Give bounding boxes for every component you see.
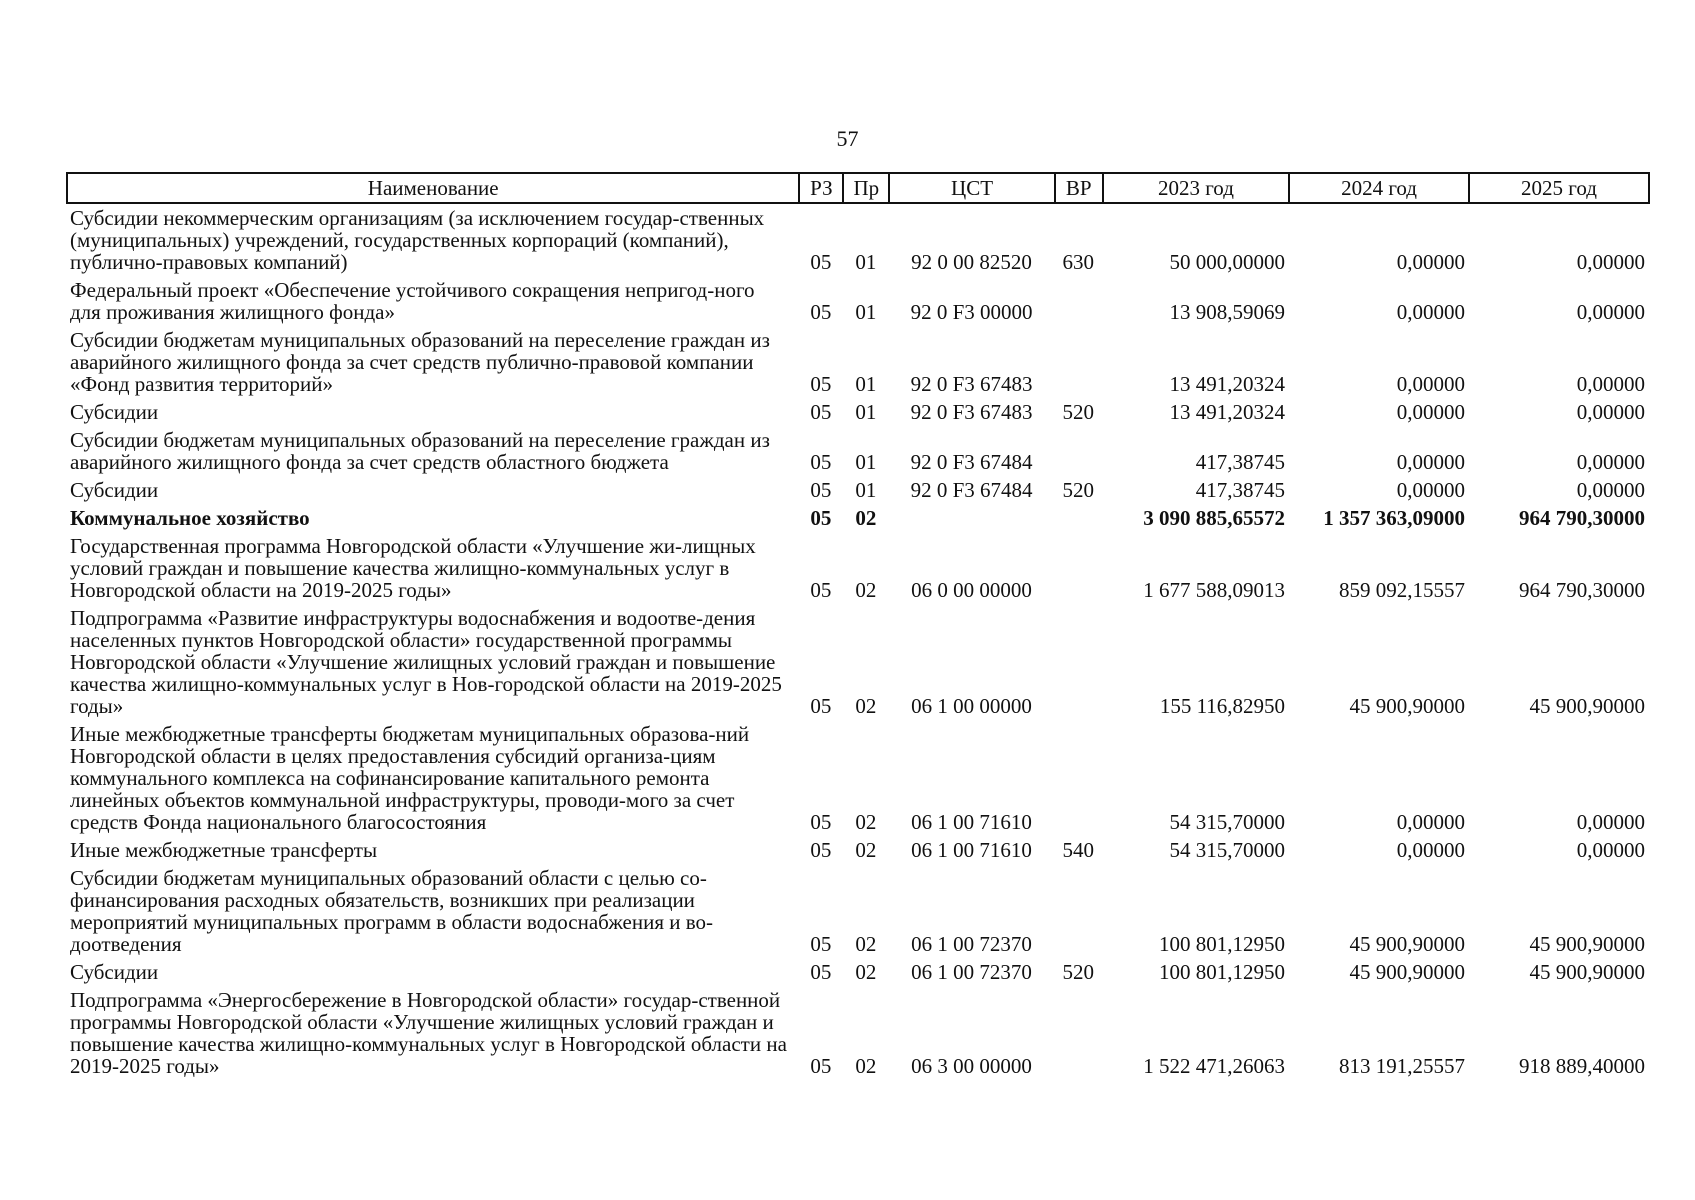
table-row	[67, 504, 1649, 532]
row-vr	[1055, 326, 1103, 398]
row-pr: 02	[855, 506, 877, 530]
row-2024: 1 357 363,09000	[1323, 506, 1465, 530]
row-2024: 0,00000	[1396, 478, 1465, 502]
header-2023: 2023 год	[1103, 173, 1289, 203]
row-2023: 100 801,12950	[1159, 960, 1286, 984]
row-pr: 02	[855, 1054, 877, 1078]
row-pr: 01	[855, 300, 877, 324]
row-2023: 155 116,82950	[1159, 694, 1286, 718]
row-2025: 0,00000	[1576, 478, 1645, 502]
row-cst	[889, 504, 1054, 532]
row-vr	[1055, 532, 1103, 604]
table-row	[67, 326, 1649, 398]
row-pr: 01	[855, 400, 877, 424]
row-2024: 0,00000	[1396, 450, 1465, 474]
row-2024: 45 900,90000	[1349, 932, 1465, 956]
row-2023: 13 908,59069	[1169, 300, 1286, 324]
table-row	[67, 720, 1649, 836]
row-rz: 05	[810, 1054, 832, 1078]
table-body	[67, 203, 1649, 1080]
row-2025: 0,00000	[1576, 372, 1645, 396]
table-row	[67, 203, 1649, 276]
table-row	[67, 476, 1649, 504]
row-2023: 13 491,20324	[1169, 372, 1286, 396]
table-row	[67, 958, 1649, 986]
row-vr	[1055, 604, 1103, 720]
row-pr: 01	[855, 372, 877, 396]
row-pr: 02	[855, 960, 877, 984]
table-row	[67, 276, 1649, 326]
page-number: 57	[836, 126, 859, 151]
row-rz: 05	[810, 372, 832, 396]
header-2024: 2024 год	[1289, 173, 1469, 203]
row-name: Иные межбюджетные трансферты	[70, 838, 378, 862]
row-cst: 92 0 F3 67483	[910, 400, 1033, 424]
row-name: Субсидии	[70, 960, 159, 984]
row-pr: 02	[855, 932, 877, 956]
row-cst: 06 0 00 00000	[911, 578, 1032, 602]
row-2024: 0,00000	[1396, 838, 1465, 862]
row-2023: 13 491,20324	[1169, 400, 1286, 424]
row-2025: 918 889,40000	[1519, 1054, 1645, 1078]
row-vr	[1055, 986, 1103, 1080]
row-rz: 05	[810, 810, 832, 834]
row-2023: 1 522 471,26063	[1143, 1054, 1286, 1078]
row-cst: 92 0 F3 67484	[910, 478, 1033, 502]
header-cst: ЦСТ	[889, 173, 1054, 203]
row-cst: 06 1 00 71610	[911, 838, 1032, 862]
row-pr: 01	[855, 478, 877, 502]
table-header-row	[67, 173, 1649, 203]
row-rz: 05	[810, 838, 832, 862]
row-name: Субсидии	[70, 400, 159, 424]
row-rz: 05	[810, 250, 832, 274]
row-2024: 0,00000	[1396, 400, 1465, 424]
row-vr: 520	[1062, 960, 1094, 984]
row-2024: 0,00000	[1396, 250, 1465, 274]
header-vr: ВР	[1055, 173, 1103, 203]
row-cst: 92 0 00 82520	[911, 250, 1032, 274]
row-2023: 417,38745	[1195, 450, 1286, 474]
row-2024: 0,00000	[1396, 372, 1465, 396]
row-2023: 50 000,00000	[1169, 250, 1286, 274]
row-pr: 02	[855, 578, 877, 602]
row-2025: 45 900,90000	[1529, 932, 1645, 956]
row-name: Иные межбюджетные трансферты бюджетам муниципальных образова-ний Новгородской области в целях предоставления субсидий организа-циям коммунального комплекса на софинансирование капитального ремонта линейных объектов коммунальной инфраструктуры, проводи-мого за счет средств Фонда национального благосостояния	[70, 722, 750, 834]
row-vr	[1055, 864, 1103, 958]
row-rz: 05	[810, 400, 832, 424]
row-2025: 45 900,90000	[1529, 960, 1645, 984]
row-rz: 05	[810, 450, 832, 474]
table-row	[67, 604, 1649, 720]
header-rz: РЗ	[799, 173, 843, 203]
row-name: Субсидии некоммерческим организациям (за исключением государ-ственных (муниципальных) учреждений, государственных корпораций (компаний), публично-правовых компаний)	[70, 206, 765, 274]
row-name: Государственная программа Новгородской области «Улучшение жи-лищных условий граждан и повышение качества жилищно-коммунальных услуг в Новгородской области на 2019-2025 годы»	[70, 534, 756, 602]
row-2025: 964 790,30000	[1519, 506, 1645, 530]
row-2025: 0,00000	[1576, 810, 1645, 834]
row-name: Федеральный проект «Обеспечение устойчивого сокращения непригод-ного для проживания жилищного фонда»	[70, 278, 755, 324]
row-name: Субсидии бюджетам муниципальных образований на переселение граждан из аварийного жилищного фонда за счет средств публично-правовой компании «Фонд развития территорий»	[70, 328, 770, 396]
row-vr	[1055, 720, 1103, 836]
row-cst: 92 0 F3 00000	[910, 300, 1033, 324]
row-2024: 45 900,90000	[1349, 694, 1465, 718]
row-cst: 92 0 F3 67483	[910, 372, 1033, 396]
row-cst: 06 1 00 72370	[911, 932, 1032, 956]
row-2023: 3 090 885,65572	[1143, 506, 1286, 530]
row-name: Субсидии бюджетам муниципальных образований на переселение граждан из аварийного жилищного фонда за счет средств областного бюджета	[70, 428, 770, 474]
row-pr: 02	[855, 694, 877, 718]
row-name: Субсидии	[70, 478, 159, 502]
row-cst: 06 1 00 72370	[911, 960, 1032, 984]
row-rz: 05	[810, 506, 832, 530]
row-rz: 05	[810, 578, 832, 602]
row-2024: 813 191,25557	[1339, 1054, 1465, 1078]
row-cst: 06 1 00 71610	[911, 810, 1032, 834]
row-pr: 02	[855, 838, 877, 862]
row-rz: 05	[810, 960, 832, 984]
row-name: Субсидии бюджетам муниципальных образований области с целью со-финансирования расходных обязательств, возникших при реализации мероприятий муниципальных программ в области водоснабжения и во-доотведения	[70, 866, 714, 956]
row-pr: 02	[855, 810, 877, 834]
row-name: Подпрограмма «Развитие инфраструктуры водоснабжения и водоотве-дения населенных пунктов Новгородской области» государственной программы Новгородской области «Улучшение жилищных условий граждан и повышение качества жилищно-коммунальных услуг в Нов-городской области на 2019-2025 годы»	[70, 606, 782, 718]
row-2025: 964 790,30000	[1519, 578, 1645, 602]
row-2023: 54 315,70000	[1169, 838, 1286, 862]
table-row	[67, 426, 1649, 476]
row-cst: 06 3 00 00000	[911, 1054, 1032, 1078]
row-2024: 45 900,90000	[1349, 960, 1465, 984]
row-vr: 630	[1062, 250, 1094, 274]
row-cst: 06 1 00 00000	[911, 694, 1032, 718]
table-row	[67, 398, 1649, 426]
row-rz: 05	[810, 932, 832, 956]
table-row	[67, 864, 1649, 958]
row-vr	[1055, 276, 1103, 326]
row-2025: 45 900,90000	[1529, 694, 1645, 718]
row-2025: 0,00000	[1576, 450, 1645, 474]
row-2024: 0,00000	[1396, 300, 1465, 324]
row-2024: 0,00000	[1396, 810, 1465, 834]
budget-table	[66, 172, 1650, 1080]
table-row	[67, 836, 1649, 864]
row-vr: 520	[1062, 400, 1094, 424]
header-name: Наименование	[67, 173, 799, 203]
row-2023: 1 677 588,09013	[1143, 578, 1286, 602]
row-2025: 0,00000	[1576, 838, 1645, 862]
header-pr: Пр	[843, 173, 889, 203]
row-rz: 05	[810, 300, 832, 324]
row-pr: 01	[855, 450, 877, 474]
row-vr: 520	[1062, 478, 1094, 502]
table-row	[67, 532, 1649, 604]
row-2023: 417,38745	[1195, 478, 1286, 502]
row-rz: 05	[810, 694, 832, 718]
table-row	[67, 986, 1649, 1080]
row-2025: 0,00000	[1576, 250, 1645, 274]
row-vr	[1055, 426, 1103, 476]
row-2024: 859 092,15557	[1339, 578, 1465, 602]
row-rz: 05	[810, 478, 832, 502]
row-2025: 0,00000	[1576, 300, 1645, 324]
row-2023: 54 315,70000	[1169, 810, 1286, 834]
header-2025: 2025 год	[1469, 173, 1649, 203]
row-name: Подпрограмма «Энергосбережение в Новгородской области» государ-ственной программы Новгородской области «Улучшение жилищных условий граждан и повышение качества жилищно-коммунальных услуг в Новгородской области на 2019-2025 годы»	[70, 988, 787, 1078]
row-vr	[1055, 504, 1103, 532]
row-name: Коммунальное хозяйство	[70, 506, 310, 530]
row-cst: 92 0 F3 67484	[910, 450, 1033, 474]
row-2025: 0,00000	[1576, 400, 1645, 424]
row-2023: 100 801,12950	[1159, 932, 1286, 956]
row-vr: 540	[1062, 838, 1094, 862]
row-pr: 01	[855, 250, 877, 274]
